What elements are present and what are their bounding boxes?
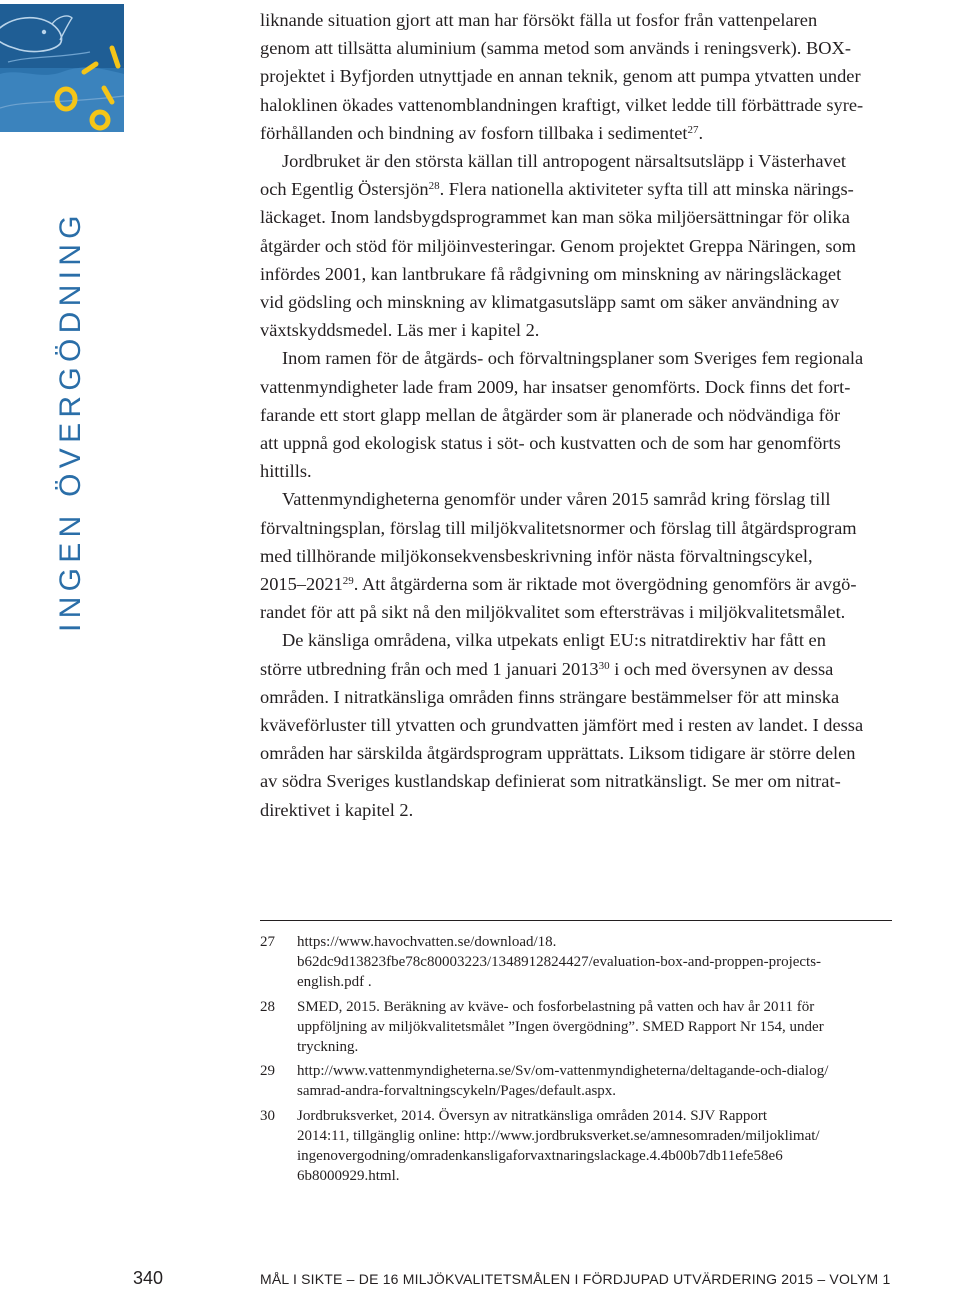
footnote-ref[interactable]: 30	[598, 659, 610, 672]
text-line: åtgärder och stöd för miljöinvesteringar. Genom projektet Greppa Näringen, som	[260, 235, 856, 256]
footnote-28	[260, 997, 950, 1058]
text-line: växtskyddsmedel. Läs mer i kapitel 2.	[260, 320, 540, 341]
footnote-text: Jordbruksverket, 2014. Översyn av nitratkänsliga områden 2014. SJV Rapport	[297, 1107, 768, 1124]
text-line: att uppnå god ekologisk status i söt- och kustvatten och de som har genomförts	[260, 433, 841, 454]
footnote-ref[interactable]: 29	[342, 575, 354, 588]
footnote-number: 27	[260, 934, 275, 950]
footnote-27	[260, 932, 950, 993]
text-line: vid gödsling och minskning av klimatgasutsläpp samt om säker användning av	[260, 292, 840, 313]
text-line: genom att tillsätta aluminium (samma metod som används i reningsverk). BOX-	[260, 38, 851, 59]
running-footer: MÅL I SIKTE – DE 16 MILJÖKVALITETSMÅLEN I FÖRDJUPAD UTVÄRDERING 2015 – VOLYM 1	[260, 1271, 891, 1287]
footnote-30	[260, 1106, 950, 1187]
footnote-ref[interactable]: 27	[687, 123, 699, 136]
text-line: kväveförluster till ytvatten och grundvatten jämfört med i resten av landet. I dessa	[260, 715, 864, 736]
page-number: 340	[133, 1268, 164, 1288]
paragraph-start: Inom ramen för de åtgärds- och förvaltningsplaner som Sveriges fem regionala	[282, 348, 864, 369]
footnote-ref[interactable]: 28	[428, 180, 440, 193]
footnote-text: SMED, 2015. Beräkning av kväve- och fosforbelastning på vatten och hav år 2011 för	[297, 998, 815, 1015]
text-line: av södra Sveriges kustlandskap definierat som nitratkänsligt. Se mer om nitrat-	[260, 771, 841, 792]
text-line: direktivet i kapitel 2.	[260, 799, 414, 820]
paragraph-start: Vattenmyndigheterna genomför under våren 2015 samråd kring förslag till	[282, 489, 831, 510]
footnote-number: 28	[260, 998, 275, 1015]
text-line: områden. I nitratkänsliga områden finns strängare bestämmelser för att minska	[260, 686, 840, 707]
footnote-link[interactable]: 6b8000929.html.	[297, 1168, 400, 1185]
footnote-link[interactable]: https://www.havochvatten.se/download/18.	[297, 934, 557, 950]
section-logo	[0, 4, 124, 132]
body-text	[260, 6, 960, 824]
footnote-number: 29	[260, 1063, 275, 1080]
text-line: 2015–2021$^{29}$. Att åtgärderna som är riktade mot övergödning genomförs är avgö-	[260, 574, 857, 595]
footnotes	[260, 932, 950, 1190]
text-line: hittills.	[260, 461, 312, 482]
text-line: haloklinen ökades vattenomblandningen kraftigt, vilket ledde till förbättrade syre-	[260, 94, 864, 115]
paragraph-start: Jordbruket är den största källan till antropogent närsaltsutsläpp i Västerhavet	[282, 151, 847, 172]
text-line: liknande situation gjort att man har försökt fälla ut fosfor från vattenpelaren	[260, 10, 818, 30]
footnote-text: tryckning.	[297, 1039, 359, 1056]
footnote-29	[260, 1061, 950, 1101]
text-line: farande ett stort glapp mellan de åtgärder som är planerade och nödvändiga för	[260, 404, 841, 425]
text-line: projektet i Byfjorden utnyttjade en annan teknik, genom att pumpa ytvatten under	[260, 66, 861, 87]
fish-logo-icon	[0, 4, 124, 132]
paragraph-start: De känsliga områdena, vilka utpekats enligt EU:s nitratdirektiv har fått en	[282, 630, 826, 651]
footnote-divider	[260, 920, 892, 921]
footnote-link[interactable]: 2014:11, tillgänglig online: http://www.jordbruksverket.se/amnesomraden/miljoklimat/	[297, 1127, 820, 1144]
text-line: läckaget. Inom landsbygdsprogrammet kan man söka miljöersättningar för olika	[260, 207, 850, 228]
footnote-link[interactable]: b62dc9d13823fbe78c80003223/1348912824427/evaluation-box-and-proppen-projects-	[297, 954, 822, 971]
footnote-link[interactable]: http://www.vattenmyndigheterna.se/Sv/om-vattenmyndigheterna/deltagande-och-dialog/	[297, 1063, 829, 1080]
footnote-link[interactable]: ingenovergodning/omradenkansligaforvaxtnaringslackage.4.4b00b7db11efe58e6	[297, 1148, 783, 1165]
text-line: större utbredning från och med 1 januari 2013$^{30}$ i och med översynen av dessa	[260, 658, 834, 679]
text-line: infördes 2001, kan lantbrukare få rådgivning om minskning av näringsläckaget	[260, 263, 842, 284]
text-line: och Egentlig Östersjön$^{28}$. Flera nationella aktiviteter syfta till att minska närings-	[260, 179, 854, 200]
text-line: vattenmyndigheter lade fram 2009, har insatser genomförts. Dock finns det fort-	[260, 376, 851, 397]
footnote-link[interactable]: english.pdf .	[297, 974, 372, 991]
footnote-text: uppföljning av miljökvalitetsmålet ”Ingen övergödning”. SMED Rapport Nr 154, under	[297, 1018, 824, 1035]
text-line: med tillhörande miljökonsekvensbeskrivning inför nästa förvaltningscykel,	[260, 545, 813, 566]
text-line: förvaltningsplan, förslag till miljökvalitetsnormer och förslag till åtgärdsprogram	[260, 517, 857, 538]
text-line: områden har särskilda åtgärdsprogram upprättats. Liksom tidigare är större delen	[260, 743, 856, 764]
footnote-link[interactable]: samrad-andra-forvaltningscykeln/Pages/default.aspx.	[297, 1083, 617, 1100]
footnote-number: 30	[260, 1107, 275, 1124]
text-line: förhållanden och bindning av fosforn tillbaka i sedimentet$^{27}$.	[260, 122, 704, 143]
section-title: INGEN ÖVERGÖDNING	[54, 210, 87, 632]
text-line: randet för att på sikt nå den miljökvalitet som eftersträvas i miljökvalitetsmålet.	[260, 602, 846, 623]
